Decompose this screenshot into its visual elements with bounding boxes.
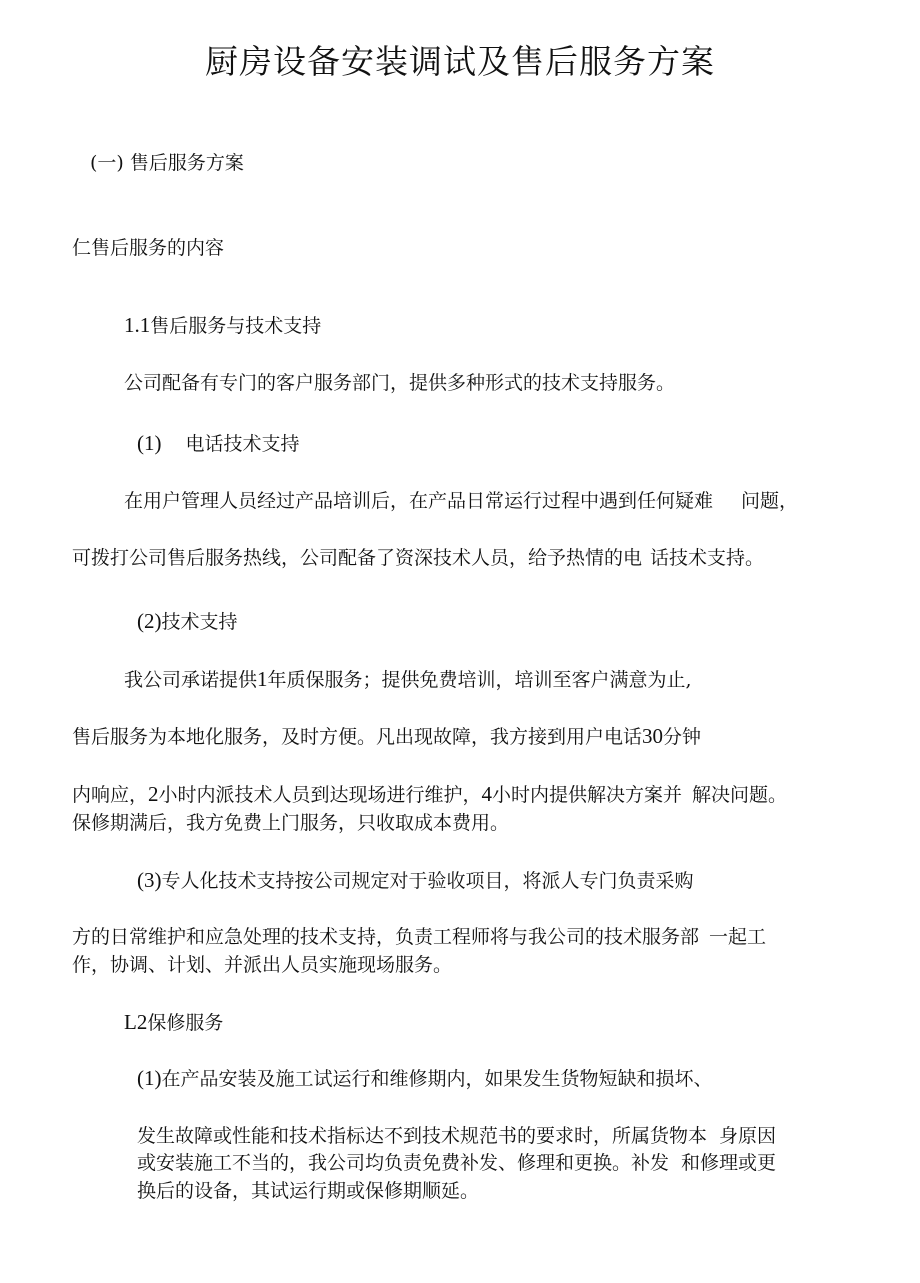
text-run: 身原因 <box>719 1125 777 1147</box>
heading-1-2-number: L2 <box>124 1010 148 1034</box>
paragraph-line <box>72 782 787 807</box>
heading-1-2 <box>124 1010 223 1035</box>
paragraph-line: 作，协调、计划、并派出人员实施现场服务。 <box>72 954 453 976</box>
text-run: 在用户管理人员经过产品培训后，在产品日常运行过程中遇到任何疑难 <box>124 490 714 512</box>
text-run: 年质保服务；提供免费培训，培训至客户满意为止, <box>267 669 692 691</box>
paragraph-line: 保修期满后，我方免费上门服务，只收取成本费用。 <box>72 812 510 834</box>
heading-1-1 <box>124 313 321 338</box>
text-run: 1 <box>257 667 268 691</box>
item-number: (1) <box>137 431 162 455</box>
paragraph-intro: 公司配备有专门的客户服务部门，提供多种形式的技术支持服务。 <box>124 372 676 394</box>
paragraph-line <box>124 667 692 692</box>
item-text: 电话技术支持 <box>185 433 300 455</box>
paragraph-line <box>137 1151 776 1175</box>
document-title: 厨房设备安装调试及售后服务方案 <box>205 42 715 81</box>
heading-1-1-number: 1.1 <box>124 313 151 337</box>
text-run: 或安装施工不当的，我公司均负责免费补发、修理和更换。补发 <box>137 1152 670 1174</box>
text-run: 分钟 <box>663 726 702 748</box>
text-run: 内响应， <box>72 784 149 806</box>
section-heading: (一) 售后服务方案 <box>90 152 244 174</box>
text-run: 话技术支持。 <box>650 547 765 569</box>
subsection-heading: 仁售后服务的内容 <box>72 237 225 259</box>
text-run: 问题， <box>741 490 799 512</box>
item-text: 技术支持 <box>161 611 238 633</box>
text-run: 一起工 <box>709 926 767 948</box>
text-run: 方的日常维护和应急处理的技术支持，负责工程师将与我公司的技术服务部 <box>72 926 700 948</box>
paragraph-line <box>72 546 764 570</box>
paragraph-line: 换后的设备，其试运行期或保修期顺延。 <box>137 1180 480 1202</box>
item-number: (1) <box>137 1066 162 1090</box>
item-text: 专人化技术支持按公司规定对于验收项目，将派人专门负责采购 <box>161 870 694 892</box>
text-run: 我公司承诺提供 <box>124 669 258 691</box>
item-1-1-2-heading <box>137 609 238 634</box>
paragraph-line <box>137 1124 776 1148</box>
text-run: 小时内提供解决方案并 <box>492 784 683 806</box>
text-run: 解决问题。 <box>692 784 788 806</box>
text-run: 和修理或更 <box>681 1152 777 1174</box>
item-1-1-3-heading <box>137 868 694 893</box>
text-run: 4 <box>481 782 493 806</box>
text-run: 小时内派技术人员到达现场进行维护， <box>158 784 482 806</box>
text-run: 可拨打公司售后服务热线，公司配备了资深技术人员，给予热情的电 <box>72 547 643 569</box>
text-run: 售后服务为本地化服务，及时方便。凡出现故障，我方接到用户电话 <box>72 726 643 748</box>
text-run: 30 <box>642 724 664 748</box>
item-1-2-1-heading <box>137 1066 713 1091</box>
text-run: 发生故障或性能和技术指标达不到技术规范书的要求时，所属货物本 <box>137 1125 708 1147</box>
item-1-1-1-heading <box>137 431 300 456</box>
text-run: 2 <box>148 782 159 806</box>
paragraph-line <box>72 724 701 749</box>
item-text: 在产品安装及施工试运行和维修期内，如果发生货物短缺和损坏、 <box>161 1068 713 1090</box>
heading-1-1-text: 售后服务与技术支持 <box>150 315 322 337</box>
heading-1-2-text: 保修服务 <box>147 1012 224 1034</box>
item-number: (2) <box>137 609 162 633</box>
paragraph-line <box>72 925 766 949</box>
item-number: (3) <box>137 868 162 892</box>
paragraph-line <box>124 489 798 513</box>
